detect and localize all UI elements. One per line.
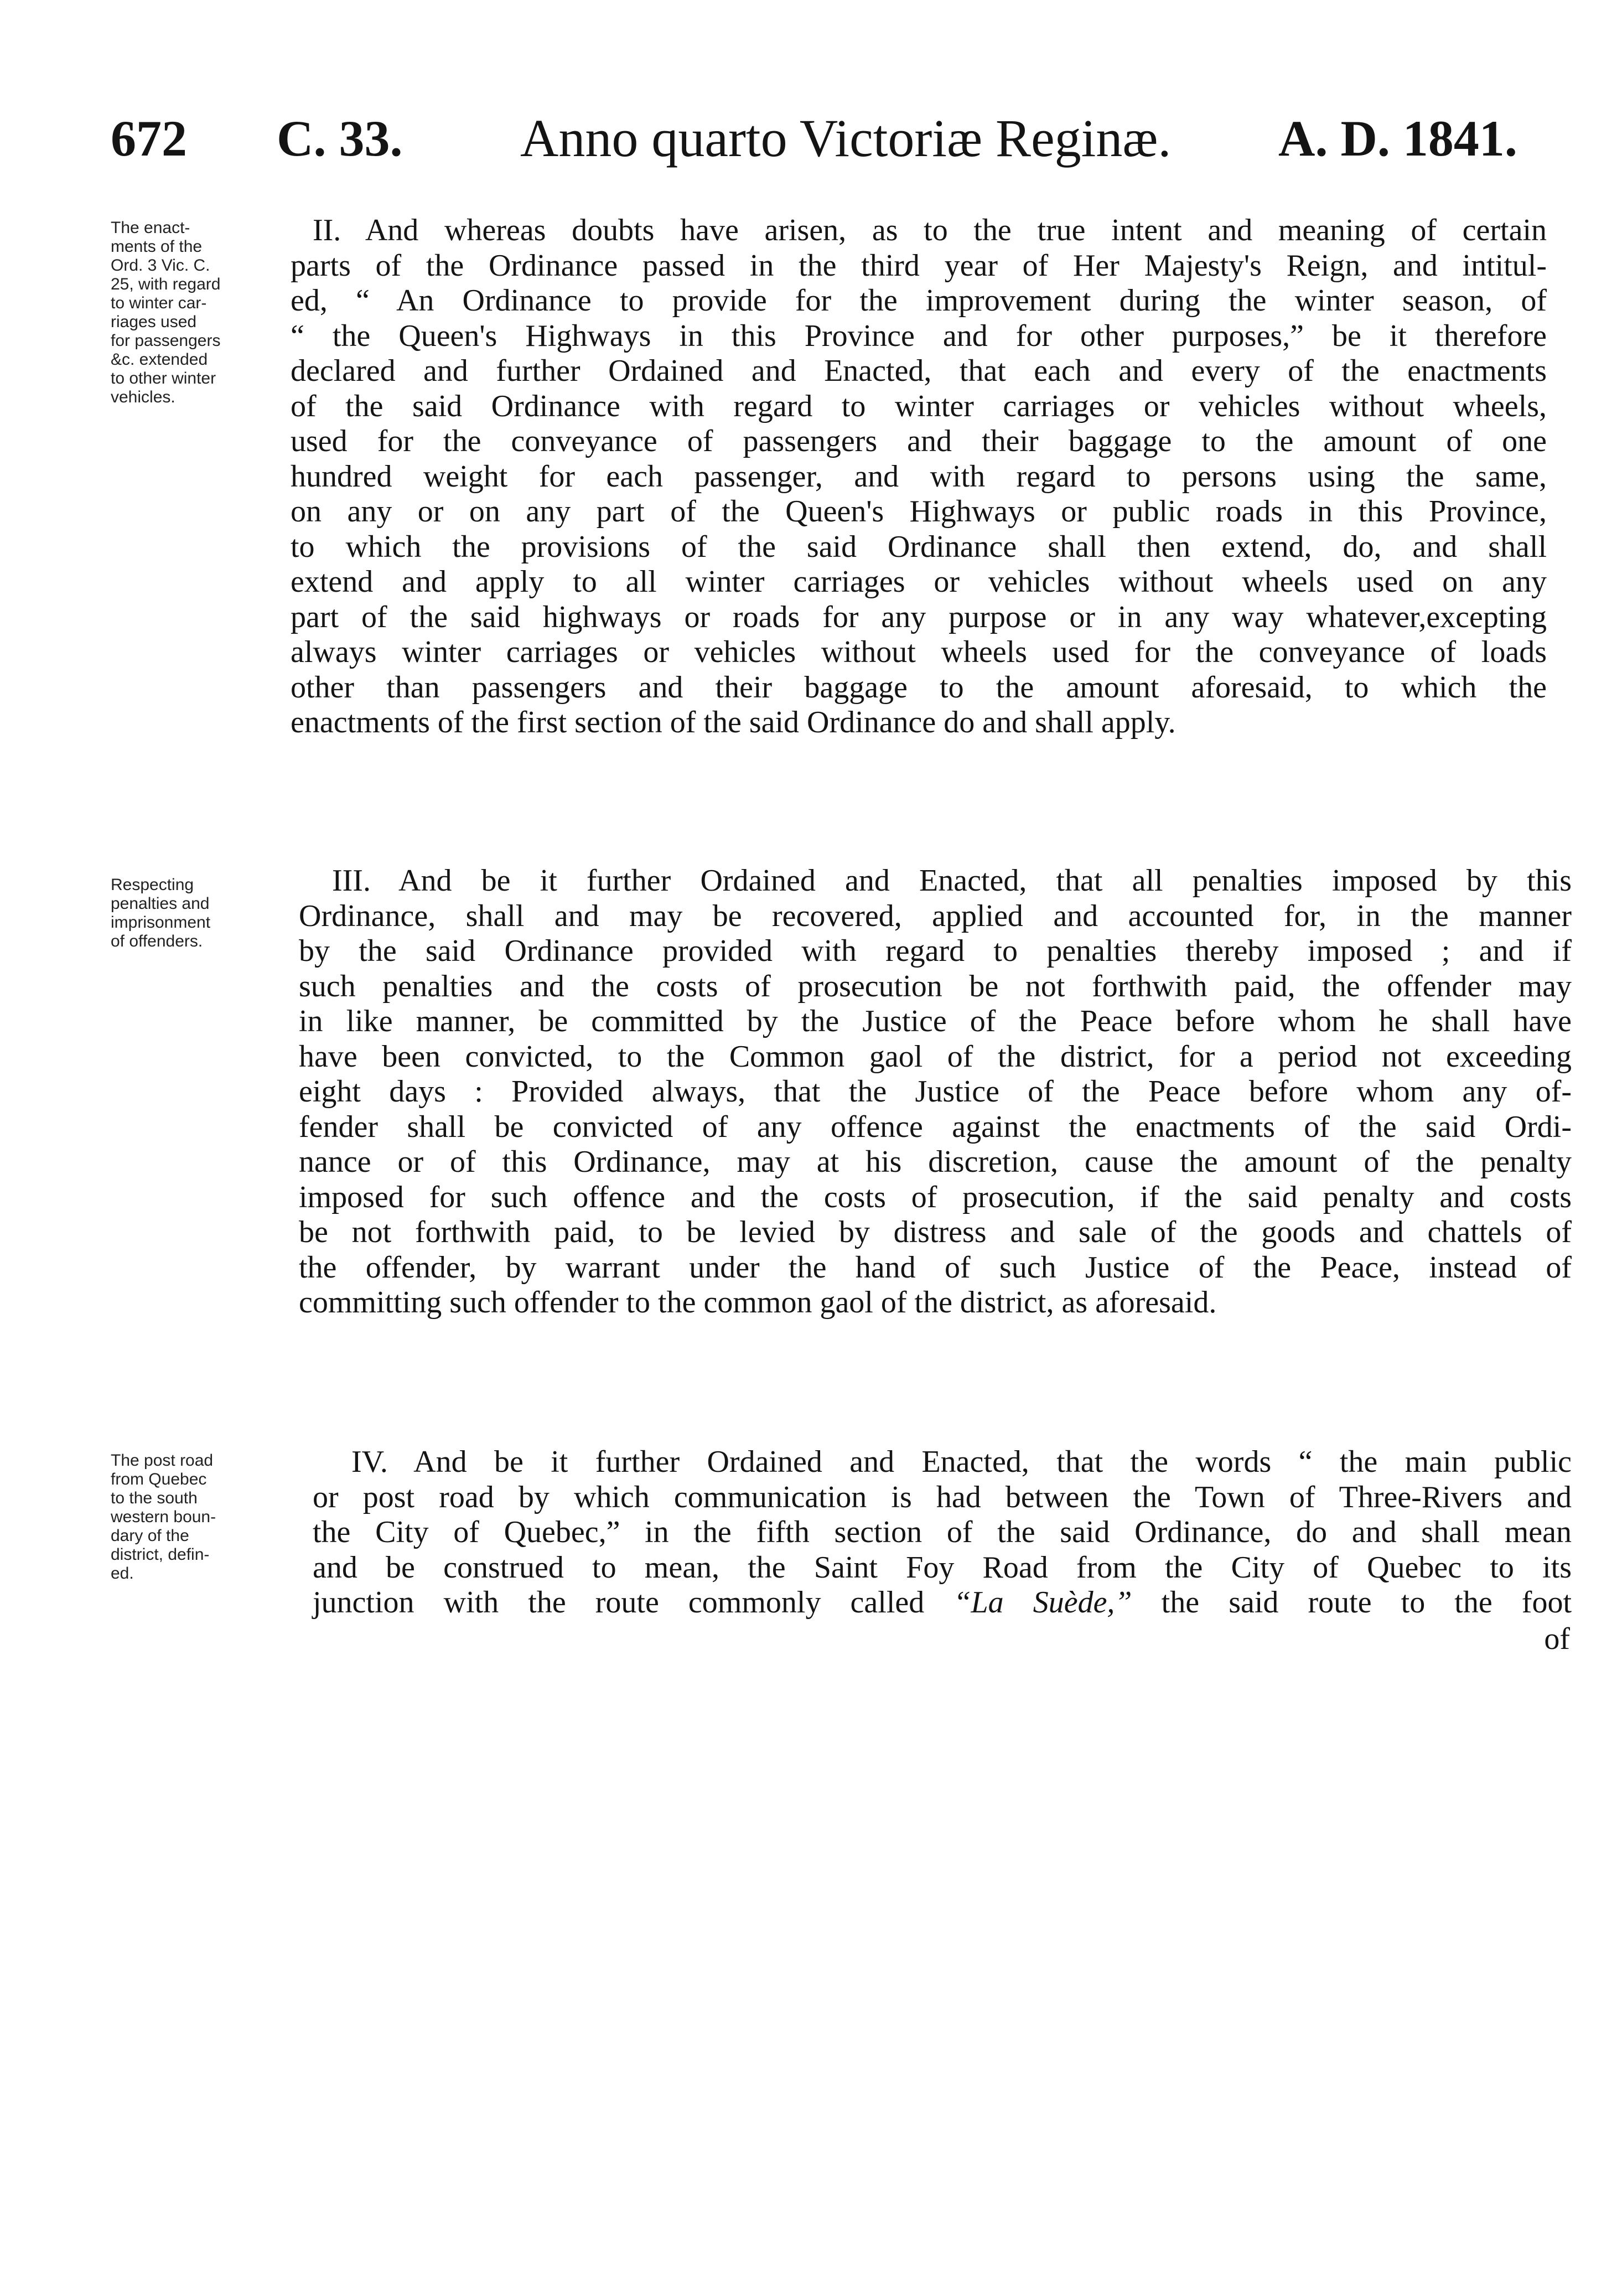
margin-note-line: Respecting: [111, 876, 194, 894]
text-line-with-italic: [313, 1585, 1572, 1621]
margin-note-line: penalties and: [111, 894, 210, 913]
margin-note-line: riages used: [111, 313, 197, 331]
text-line: the offender, by warrant under the hand of such Justice of the Peace, instead of: [299, 1250, 1572, 1285]
text-fragment: the said route to the foot: [1132, 1585, 1572, 1620]
section-3-text: [299, 863, 1572, 1321]
margin-note-section-2: [111, 219, 299, 407]
text-line: III. And be it further Ordained and Enacted, that all penalties imposed by this: [332, 863, 1572, 898]
catchword: of: [1544, 1622, 1570, 1656]
margin-note-line: to the south: [111, 1489, 198, 1507]
margin-note-line: ments of the: [111, 237, 203, 256]
margin-note-line: The enact-: [111, 219, 190, 237]
margin-note-line: of offenders.: [111, 932, 203, 950]
margin-note-line: district, defin-: [111, 1545, 210, 1564]
text-line: declared and further Ordained and Enacted, that each and every of the enactments: [291, 354, 1547, 388]
text-line: by the said Ordinance provided with regard to penalties thereby imposed ; and if: [299, 934, 1572, 968]
text-line: always winter carriages or vehicles without wheels used for the conveyance of loads: [291, 635, 1547, 669]
text-line: ed, “ An Ordinance to provide for the improvement during the winter season, of: [291, 283, 1547, 318]
text-line: or post road by which communication is had between the Town of Three-Rivers and: [313, 1480, 1572, 1514]
margin-note-line: imprisonment: [111, 913, 211, 932]
text-line: in like manner, be committed by the Justice of the Peace before whom he shall have: [299, 1004, 1572, 1038]
text-line: be not forthwith paid, to be levied by distress and sale of the goods and chattels of: [299, 1215, 1572, 1249]
page-number: 672: [111, 110, 187, 167]
text-line: II. And whereas doubts have arisen, as to the true intent and meaning of certain: [313, 213, 1547, 247]
margin-note-line: to winter car-: [111, 294, 207, 312]
margin-note-line: dary of the: [111, 1527, 189, 1545]
text-line: IV. And be it further Ordained and Enacted, that the words “ the main public: [351, 1445, 1572, 1479]
text-line: “ the Queen's Highways in this Province and for other purposes,” be it therefore: [291, 318, 1547, 353]
margin-note-line: &c. extended: [111, 350, 208, 369]
text-line: fender shall be convicted of any offence against the enactments of the said Ordi-: [299, 1109, 1572, 1144]
text-line: used for the conveyance of passengers and their baggage to the amount of one: [291, 424, 1547, 458]
text-line: part of the said highways or roads for any purpose or in any way whatever,excepting: [291, 599, 1547, 634]
text-line: enactments of the first section of the said Ordinance do and shall apply.: [291, 705, 1176, 740]
margin-note-line: western boun-: [111, 1508, 216, 1526]
text-line: the City of Quebec,” in the fifth section of the said Ordinance, do and shall mean: [313, 1515, 1572, 1549]
margin-note-line: 25, with regard: [111, 275, 221, 293]
text-line: have been convicted, to the Common gaol of the district, for a period not exceeding: [299, 1039, 1572, 1074]
text-line: on any or on any part of the Queen's Highways or public roads in this Province,: [291, 494, 1547, 529]
margin-note-line: from Quebec: [111, 1470, 207, 1488]
margin-note-line: ed.: [111, 1564, 134, 1583]
text-line: of the said Ordinance with regard to winter carriages or vehicles without wheels,: [291, 389, 1547, 423]
margin-note-line: Ord. 3 Vic. C.: [111, 256, 210, 275]
text-line: other than passengers and their baggage to the amount aforesaid, to which the: [291, 670, 1547, 705]
chapter-number: C. 33.: [277, 110, 403, 167]
margin-note-line: The post road: [111, 1451, 214, 1470]
text-line: extend and apply to all winter carriages or vehicles without wheels used on any: [291, 565, 1547, 599]
section-2-text: [291, 213, 1547, 741]
italic-place-name: “La Suède,”: [953, 1585, 1132, 1620]
statute-title: Anno quarto Victoriæ Reginæ.: [520, 108, 1172, 168]
text-line: Ordinance, shall and may be recovered, applied and accounted for, in the manner: [299, 898, 1572, 933]
text-line: and be construed to mean, the Saint Foy Road from the City of Quebec to its: [313, 1550, 1572, 1585]
text-line: committing such offender to the common gaol of the district, as aforesaid.: [299, 1285, 1217, 1320]
text-fragment: junction with the route commonly called: [313, 1585, 925, 1620]
margin-note-section-4: [111, 1451, 299, 1583]
text-line: nance or of this Ordinance, may at his discretion, cause the amount of the penalty: [299, 1145, 1572, 1179]
margin-note-section-3: [111, 876, 299, 951]
text-line: hundred weight for each passenger, and with regard to persons using the same,: [291, 459, 1547, 494]
section-4-text: [313, 1445, 1572, 1621]
running-header: [111, 108, 1572, 174]
margin-note-line: to other winter: [111, 369, 216, 387]
text-line: to which the provisions of the said Ordinance shall then extend, do, and shall: [291, 529, 1547, 564]
text-line: such penalties and the costs of prosecution be not forthwith paid, the offender may: [299, 969, 1572, 1004]
margin-note-line: for passengers: [111, 332, 221, 350]
text-line: eight days : Provided always, that the Justice of the Peace before whom any of-: [299, 1074, 1572, 1109]
statute-year: A. D. 1841.: [1278, 110, 1517, 167]
text-line: imposed for such offence and the costs of prosecution, if the said penalty and costs: [299, 1180, 1572, 1214]
text-line: parts of the Ordinance passed in the third year of Her Majesty's Reign, and intitul-: [291, 248, 1547, 283]
margin-note-line: vehicles.: [111, 388, 175, 406]
